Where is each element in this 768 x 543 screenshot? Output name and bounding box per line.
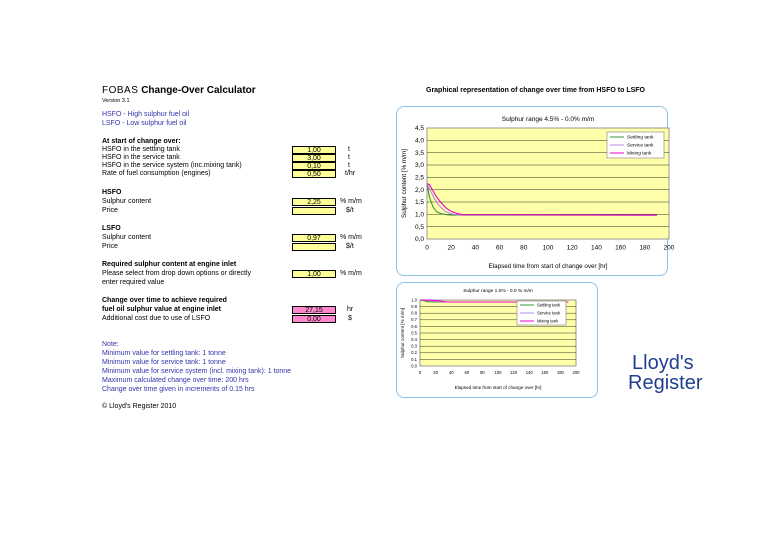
lsfo-sulphur-input[interactable]: 0,97 bbox=[292, 234, 336, 242]
y-tick-label: 0.6 bbox=[411, 323, 417, 329]
unit-label: $/t bbox=[346, 243, 354, 250]
chart-2-container bbox=[396, 282, 598, 398]
x-tick-label: 60 bbox=[495, 244, 504, 252]
settling-tank-label: HSFO in the settling tank bbox=[102, 146, 180, 153]
changeover-time-result: 27,15 bbox=[292, 306, 336, 314]
chart-1 bbox=[397, 107, 675, 275]
y-tick-label: 4,5 bbox=[414, 125, 424, 133]
required-instruction-2: enter required value bbox=[102, 279, 165, 286]
unit-label: % m/m bbox=[340, 198, 362, 205]
hsfo-sulphur-input[interactable]: 2,25 bbox=[292, 198, 336, 206]
service-tank-label: HSFO in the service tank bbox=[102, 154, 180, 161]
note-line: Maximum calculated change over time: 200 hrs bbox=[102, 377, 249, 384]
logo-mark bbox=[626, 350, 702, 394]
chart-1-container bbox=[396, 106, 675, 276]
lsfo-sulphur-label: Sulphur content bbox=[102, 234, 152, 241]
hsfo-sulphur-label: Sulphur content bbox=[102, 198, 152, 205]
hsfo-price-label: Price bbox=[102, 207, 118, 214]
lsfo-heading: LSFO bbox=[102, 225, 121, 232]
y-tick-label: 4,0 bbox=[414, 137, 424, 145]
x-tick-label: 100 bbox=[494, 370, 502, 376]
logo-text-1: Lloyd's bbox=[632, 352, 694, 374]
y-tick-label: 0.5 bbox=[411, 330, 417, 336]
y-tick-label: 0.1 bbox=[411, 356, 417, 362]
y-tick-label: 0.0 bbox=[411, 363, 417, 369]
note-line: Minimum value for service system (incl. mixing tank): 1 tonne bbox=[102, 368, 292, 375]
unit-label: t/hr bbox=[345, 170, 356, 177]
service-tank-input[interactable]: 3,00 bbox=[292, 154, 336, 162]
consumption-rate-input[interactable]: 0,50 bbox=[292, 170, 336, 178]
x-tick-label: 0 bbox=[425, 244, 429, 252]
copyright: © Lloyd's Register 2010 bbox=[102, 403, 177, 410]
unit-label: $ bbox=[348, 315, 352, 322]
note-line: Change over time given in increments of 0.15 hrs bbox=[102, 386, 255, 393]
x-tick-label: 120 bbox=[566, 244, 578, 252]
start-heading: At start of change over: bbox=[102, 138, 181, 145]
page-title: Change-Over Calculator bbox=[141, 85, 256, 96]
legend-label: Settling tank bbox=[627, 135, 654, 141]
unit-label: t bbox=[348, 162, 350, 169]
hsfo-heading: HSFO bbox=[102, 189, 122, 196]
y-tick-label: 0,5 bbox=[414, 223, 424, 231]
x-tick-label: 40 bbox=[448, 370, 454, 376]
y-axis-label: Sulphur content [% m/m] bbox=[400, 307, 405, 359]
logo-text-2: Register bbox=[628, 372, 703, 394]
service-system-label: HSFO in the service system (inc.mixing tank) bbox=[102, 162, 242, 169]
legend-label: Mixing tank bbox=[627, 151, 652, 157]
y-tick-label: 2,0 bbox=[414, 186, 424, 194]
y-tick-label: 0.4 bbox=[411, 337, 417, 342]
x-axis-label: Elapsed time from start of change over [hr] bbox=[454, 385, 542, 390]
consumption-rate-label: Rate of fuel consumption (engines) bbox=[102, 170, 211, 177]
result-heading-2: fuel oil sulphur value at engine inlet bbox=[102, 306, 222, 313]
lsfo-price-input[interactable] bbox=[292, 243, 336, 251]
x-tick-label: 120 bbox=[510, 370, 518, 376]
additional-cost-result: 0,00 bbox=[292, 315, 336, 323]
app-title bbox=[102, 85, 256, 97]
x-tick-label: 180 bbox=[556, 370, 564, 376]
legend-label: Service tank bbox=[627, 143, 654, 149]
legend-label: Mixing tank bbox=[537, 318, 559, 324]
legend-label: Settling tank bbox=[537, 302, 561, 308]
unit-label: % m/m bbox=[340, 270, 362, 277]
x-tick-label: 80 bbox=[520, 244, 528, 252]
x-tick-label: 20 bbox=[447, 244, 455, 252]
settling-tank-input[interactable]: 1,00 bbox=[292, 146, 336, 154]
x-tick-label: 60 bbox=[464, 370, 470, 376]
lsfo-definition: LSFO - Low sulphur fuel oil bbox=[102, 120, 187, 127]
y-tick-label: 1,0 bbox=[414, 211, 424, 219]
x-tick-label: 100 bbox=[542, 244, 554, 252]
y-axis-label: Sulphur content [% m/m] bbox=[401, 149, 408, 218]
result-heading: Change over time to achieve required bbox=[102, 297, 227, 304]
x-tick-label: 140 bbox=[590, 244, 602, 252]
y-tick-label: 2,5 bbox=[414, 174, 424, 182]
legend-label: Service tank bbox=[537, 310, 561, 316]
chart-2 bbox=[397, 283, 597, 397]
brand-name: FOBAS bbox=[102, 85, 139, 96]
x-tick-label: 160 bbox=[541, 370, 549, 376]
chart-title: Sulphur range 4.5% - 0.0% m/m bbox=[501, 116, 595, 123]
y-tick-label: 0.9 bbox=[411, 304, 417, 309]
y-tick-label: 3,0 bbox=[414, 162, 424, 170]
y-tick-label: 0.7 bbox=[411, 317, 417, 323]
lsfo-price-label: Price bbox=[102, 243, 118, 250]
unit-label: t bbox=[348, 146, 350, 153]
version-label: Version 3.1 bbox=[102, 98, 130, 104]
x-tick-label: 40 bbox=[471, 244, 480, 252]
y-tick-label: 0.2 bbox=[411, 350, 417, 356]
note-line: Minimum value for service tank: 1 tonne bbox=[102, 359, 226, 366]
x-tick-label: 200 bbox=[663, 244, 675, 252]
hsfo-price-input[interactable] bbox=[292, 207, 336, 215]
y-tick-label: 0.8 bbox=[411, 310, 417, 316]
y-tick-label: 3,5 bbox=[414, 149, 424, 157]
x-tick-label: 200 bbox=[572, 370, 580, 376]
x-tick-label: 160 bbox=[615, 244, 627, 252]
y-tick-label: 1,5 bbox=[414, 199, 424, 207]
x-axis-label: Elapsed time from start of change over [hr] bbox=[488, 263, 608, 270]
notes-title: Note: bbox=[102, 341, 119, 348]
required-sulphur-select[interactable]: 1,00 bbox=[292, 270, 336, 278]
chart-heading: Graphical representation of change over time from HSFO to LSFO bbox=[426, 87, 645, 94]
y-tick-label: 0.3 bbox=[411, 343, 417, 349]
y-tick-label: 0,0 bbox=[414, 236, 424, 244]
unit-label: % m/m bbox=[340, 234, 362, 241]
x-tick-label: 140 bbox=[525, 370, 533, 376]
note-line: Minimum value for settling tank: 1 tonne bbox=[102, 350, 226, 357]
additional-cost-label: Additional cost due to use of LSFO bbox=[102, 315, 211, 322]
x-tick-label: 180 bbox=[639, 244, 651, 252]
chart-title: Sulphur range 1.0% - 0.0 % m/m bbox=[463, 289, 533, 294]
y-tick-label: 1.0 bbox=[411, 297, 417, 303]
lloyds-register-logo bbox=[626, 350, 702, 394]
unit-label: t bbox=[348, 154, 350, 161]
x-tick-label: 80 bbox=[480, 370, 485, 376]
required-instruction: Please select from drop down options or directly bbox=[102, 270, 252, 277]
required-heading: Required sulphur content at engine inlet bbox=[102, 261, 237, 268]
hsfo-definition: HSFO - High sulphur fuel oil bbox=[102, 111, 190, 118]
x-tick-label: 20 bbox=[433, 370, 438, 376]
unit-label: hr bbox=[347, 306, 354, 313]
x-tick-label: 0 bbox=[418, 370, 422, 376]
unit-label: $/t bbox=[346, 207, 354, 214]
service-system-input[interactable]: 0,10 bbox=[292, 162, 336, 170]
